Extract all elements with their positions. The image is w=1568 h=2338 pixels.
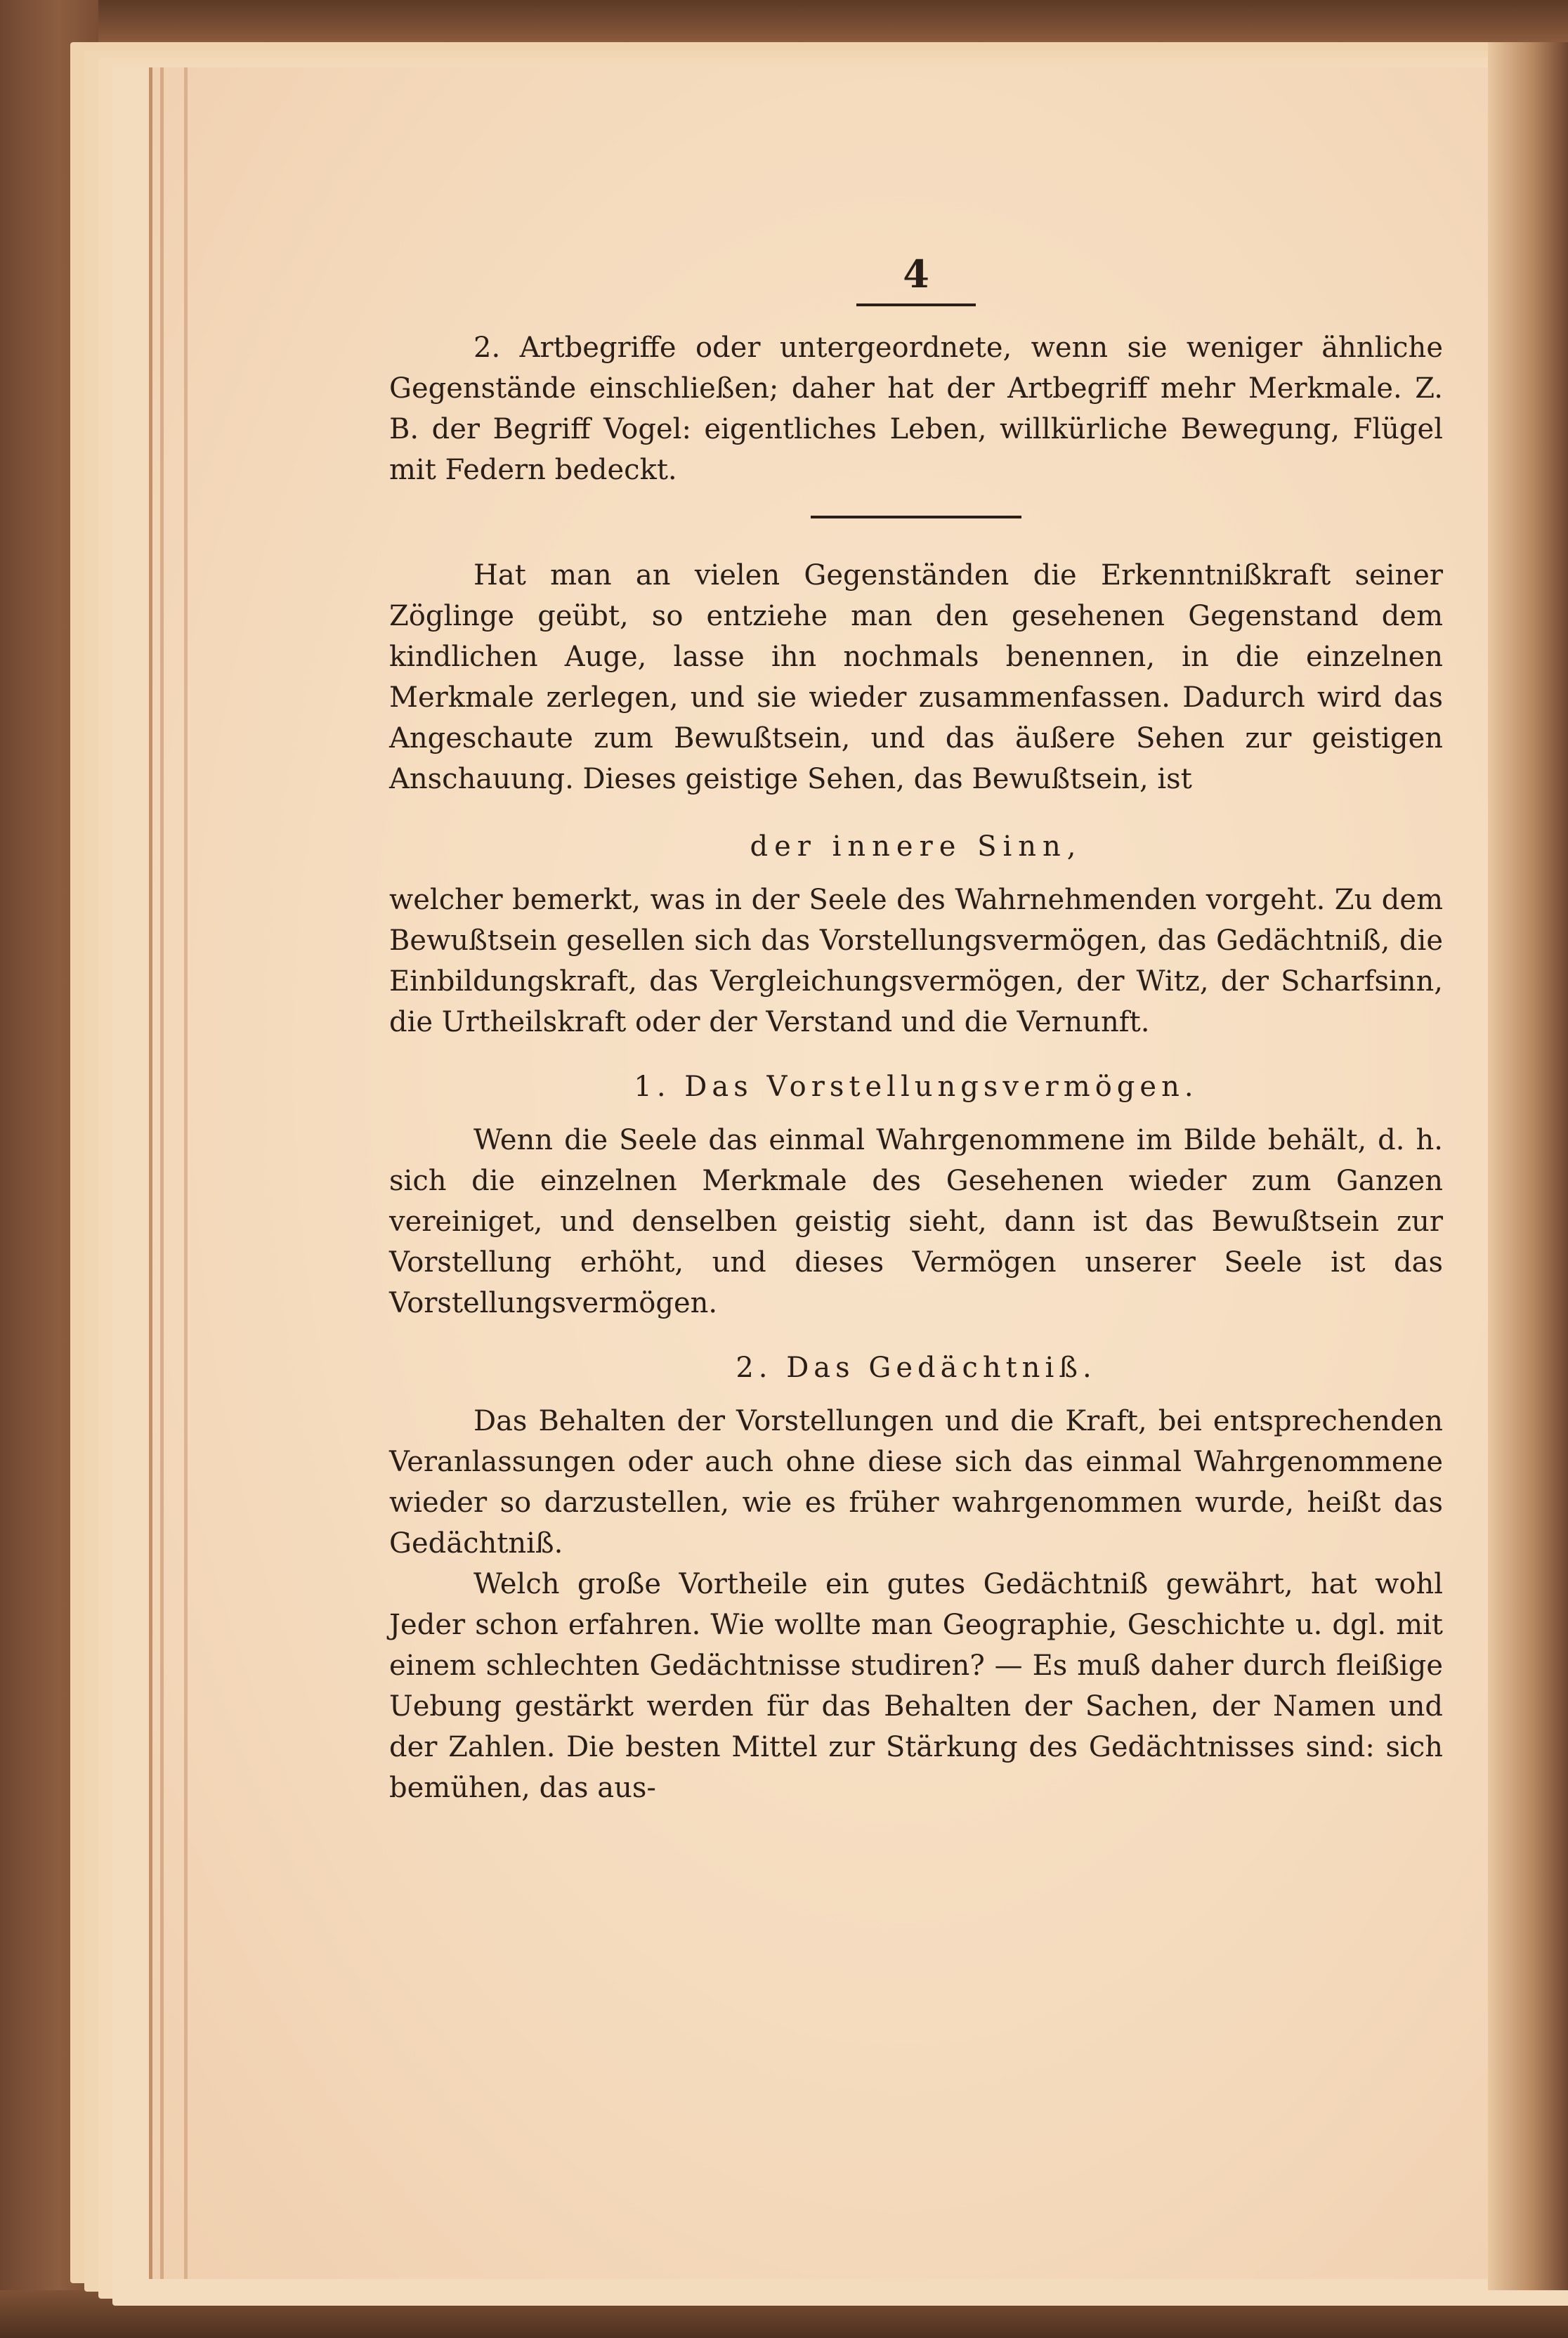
heading-vorstellungsvermoegen: 1. Das Vorstellungsvermögen. — [634, 1071, 1198, 1103]
paragraph-vorstellung: Wenn die Seele das einmal Wahrgenommene im Bilde behält, d. h. sich die einzelnen Merkmale des Gesehenen wieder zum Ganzen vereiniget, und denselben geistig sieht, dann ist das Bewußtsein zur Vorstellung erhöht, und dieses Vermögen unserer Seele ist das Vorstellungsvermögen. — [389, 1124, 1443, 1319]
page-number-rule — [856, 303, 976, 306]
heading-innere-sinn: der innere Sinn, — [750, 830, 1083, 863]
page-number: 4 — [903, 252, 929, 296]
paragraph-artbegriffe: 2. Artbegriffe oder untergeordnete, wenn sie weniger ähnliche Gegenstände einschließen; daher hat der Artbegriff mehr Merkmale. Z. B. der Begriff Vogel: eigentliches Leben, willkürliche Bewegung, Flügel mit Federn bedeckt. — [389, 332, 1443, 486]
book-cover-top — [0, 0, 1568, 42]
paragraph-behalten: Das Behalten der Vorstellungen und die Kraft, bei entsprechenden Veranlassungen oder auch ohne diese sich das einmal Wahrgenommene wieder so darzustellen, wie es früher wahrgenommen wurde, heißt das Gedächtniß. — [389, 1405, 1443, 1560]
gutter-shadow — [1488, 42, 1568, 2290]
heading-gedaechtnis: 2. Das Gedächtniß. — [736, 1352, 1097, 1384]
paragraph-erkenntnis: Hat man an vielen Gegenständen die Erkenntnißkraft seiner Zöglinge geübt, so entziehe man den gesehenen Gegenstand dem kindlichen Auge, lasse ihn nochmals benennen, in die einzelnen Merkmale zerlegen, und sie wieder zusammenfassen. Dadurch wird das Angeschaute zum Bewußtsein, und das äußere Sehen zur geistigen Anschauung. Dieses geistige Sehen, das Bewußtsein, ist — [389, 559, 1443, 795]
paragraph-bewusstsein: welcher bemerkt, was in der Seele des Wahrnehmenden vorgeht. Zu dem Bewußtsein gesellen sich das Vorstellungsvermögen, das Gedächtniß, die Einbildungskraft, das Vergleichungsvermögen, der Witz, der Scharfsinn, die Urtheilskraft oder der Verstand und die Vernunft. — [389, 884, 1443, 1038]
paragraph-vortheile: Welch große Vortheile ein gutes Gedächtniß gewährt, hat wohl Jeder schon erfahren. Wie wollte man Geographie, Geschichte u. dgl. mit einem schlechten Gedächtnisse studiren? — Es muß daher durch fleißige Uebung gestärkt werden für das Behalten der Sachen, der Namen und der Zahlen. Die besten Mittel zur Stärkung des Gedächtnisses sind: sich bemühen, das aus- — [389, 1568, 1443, 1804]
page-edge-line — [149, 67, 152, 2279]
page-text — [389, 253, 1443, 1808]
page-edge-line — [160, 67, 164, 2279]
section-divider — [811, 516, 1021, 518]
page-edge-line — [184, 67, 188, 2279]
